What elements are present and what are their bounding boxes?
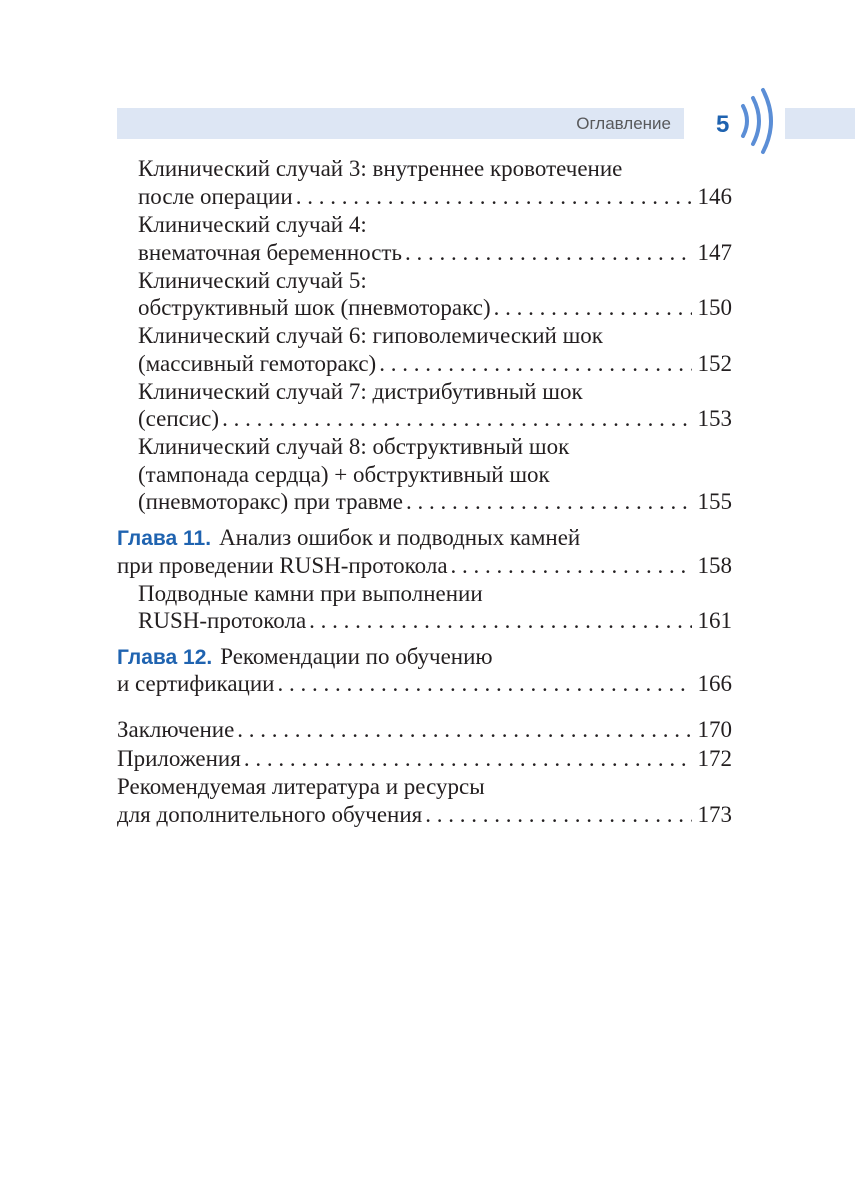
chapter-label: Глава 12.: [117, 646, 213, 669]
dot-leader: [379, 350, 691, 378]
toc-entry[interactable]: [138, 183, 732, 211]
toc-page-number: 147: [697, 240, 732, 265]
toc-entry[interactable]: [117, 716, 732, 744]
chapter-title: Рекомендации по обучению: [220, 644, 493, 669]
chapter-12-heading: [117, 643, 493, 672]
dot-leader: [425, 801, 691, 829]
toc-entry-title: Заключение: [117, 717, 235, 742]
chapter-11-heading: [117, 524, 580, 553]
dot-leader: [237, 716, 691, 744]
toc-entry[interactable]: [117, 745, 732, 773]
toc-page-number: 146: [697, 184, 732, 209]
toc-entry-title: RUSH-протокола: [138, 608, 307, 633]
toc-entry-title: (массивный гемоторакс): [138, 351, 377, 376]
toc-entry-line: Клинический случай 8: обструктивный шок: [138, 434, 570, 459]
toc-entry-title: (пневмоторакс) при травме: [138, 489, 404, 514]
toc-page-number: 166: [697, 671, 732, 696]
dot-leader: [244, 745, 692, 773]
toc-entry[interactable]: [138, 294, 732, 322]
running-header-title: Оглавление: [576, 114, 671, 133]
dot-leader: [278, 670, 692, 698]
toc-page-number: 152: [697, 351, 732, 376]
toc-entry[interactable]: [117, 670, 732, 698]
toc-entry-line: Клинический случай 7: дистрибутивный шок: [138, 379, 583, 404]
toc-entry-line: Рекомендуемая литература и ресурсы: [117, 774, 485, 799]
toc-page-number: 150: [697, 295, 732, 320]
toc-page-number: 161: [697, 608, 732, 633]
signal-waves-icon: [733, 86, 783, 156]
toc-entry-line: Клинический случай 4:: [138, 212, 367, 237]
toc-page-number: 172: [697, 746, 732, 771]
toc-entry[interactable]: [117, 552, 732, 580]
dot-leader: [451, 552, 692, 580]
toc-entry-title: и сертификации: [117, 671, 275, 696]
dot-leader: [296, 183, 692, 211]
toc-entry-line: Клинический случай 5:: [138, 268, 367, 293]
toc-entry-title: после операции: [138, 184, 293, 209]
toc-page-number: 155: [697, 489, 732, 514]
toc-entry[interactable]: [138, 350, 732, 378]
toc-entry-title: обструктивный шок (пневмоторакс): [138, 295, 491, 320]
chapter-title: Анализ ошибок и подводных камней: [219, 525, 581, 550]
toc-page-number: 158: [697, 553, 732, 578]
toc-entry-title: (сепсис): [138, 406, 220, 431]
toc-entry[interactable]: [138, 405, 732, 433]
toc-entry-title: Приложения: [117, 746, 241, 771]
toc-entry[interactable]: [117, 801, 732, 829]
toc-entry-line: Клинический случай 3: внутреннее кровотечение: [138, 156, 623, 181]
toc-entry-line: Клинический случай 6: гиповолемический шок: [138, 323, 603, 348]
page-number: 5: [716, 111, 730, 138]
header-band-right: [785, 108, 855, 139]
dot-leader: [405, 239, 692, 267]
toc-entry[interactable]: [138, 607, 732, 635]
toc-entry-title: внематочная беременность: [138, 240, 402, 265]
dot-leader: [309, 607, 691, 635]
toc-entry[interactable]: [138, 488, 732, 516]
toc-entry-line: Подводные камни при выполнении: [138, 581, 483, 606]
dot-leader: [494, 294, 692, 322]
toc-page-number: 173: [697, 802, 732, 827]
toc-entry[interactable]: [138, 239, 732, 267]
dot-leader: [222, 405, 691, 433]
toc-entry-line: (тампонада сердца) + обструктивный шок: [138, 462, 550, 487]
chapter-label: Глава 11.: [117, 527, 212, 550]
toc-entry-title: при проведении RUSH-протокола: [117, 553, 448, 578]
toc-page-number: 170: [697, 717, 732, 742]
toc-entry-title: для дополнительного обучения: [117, 802, 423, 827]
toc-page-number: 153: [697, 406, 732, 431]
dot-leader: [406, 488, 691, 516]
